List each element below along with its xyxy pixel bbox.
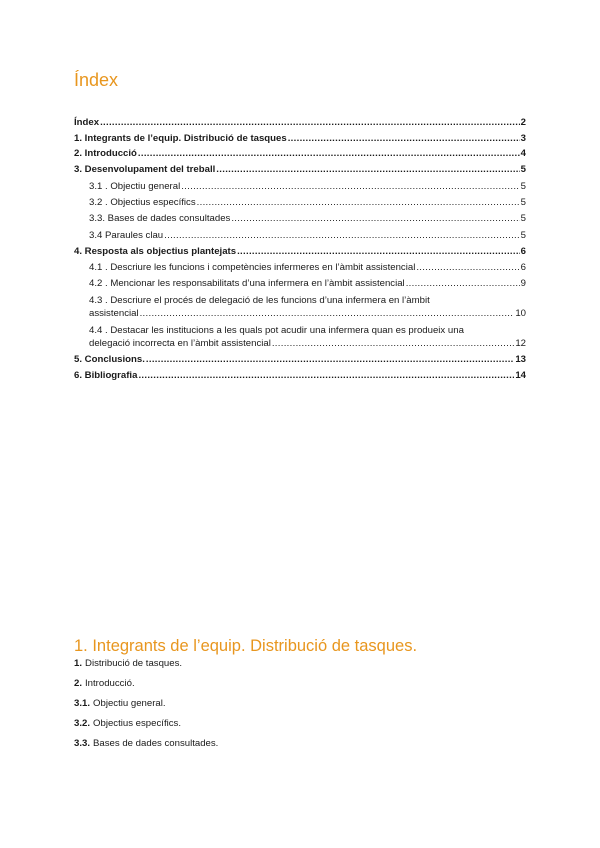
toc-label: 4.2 . Mencionar les responsabilitats d’una infermera en l’àmbit assistencial	[89, 278, 405, 290]
toc-label: 1. Integrants de l’equip. Distribució de tasques	[74, 132, 287, 144]
toc-label: 2. Introducció	[74, 148, 137, 160]
list-item-number: 3.3.	[74, 738, 91, 749]
list-item-text: Introducció.	[85, 678, 135, 689]
table-of-contents	[74, 112, 526, 381]
toc-label: 3.4 Paraules clau	[89, 229, 164, 241]
toc-leader	[288, 133, 520, 144]
toc-page: 6	[520, 245, 526, 257]
list-item	[74, 678, 218, 689]
toc-entry-4-1[interactable]	[74, 262, 526, 273]
list-item-text: Distribució de tasques.	[85, 658, 183, 669]
toc-leader	[416, 262, 519, 273]
toc-entry-1[interactable]	[74, 133, 526, 144]
toc-entry-4[interactable]	[74, 246, 526, 257]
list-item-number: 1.	[74, 658, 83, 669]
toc-page: 5	[520, 164, 526, 176]
toc-page: 4	[520, 148, 526, 160]
toc-page: 9	[520, 278, 526, 290]
toc-entry-3-1[interactable]	[74, 181, 526, 192]
toc-leader	[237, 246, 520, 257]
toc-label: 3.1 . Objectiu general	[89, 180, 181, 192]
toc-leader	[140, 308, 515, 319]
toc-entry-index[interactable]	[74, 117, 526, 128]
toc-entry-4-2[interactable]	[74, 278, 526, 289]
toc-entry-3-3[interactable]	[74, 213, 526, 224]
toc-label-line	[74, 325, 526, 336]
list-item	[74, 718, 218, 729]
toc-entry-2[interactable]	[74, 148, 526, 159]
toc-label-line	[74, 338, 526, 349]
toc-page: 5	[520, 196, 526, 208]
toc-leader	[164, 230, 520, 241]
task-list	[74, 658, 218, 758]
toc-label: 4. Resposta als objectius plantejats	[74, 245, 237, 257]
toc-leader	[138, 370, 514, 381]
toc-label: 4.3 . Descriure el procés de delegació de les funcions d’una infermera en l’àmbit	[89, 294, 430, 306]
index-title: Índex	[74, 70, 119, 90]
toc-label: Índex	[74, 116, 100, 128]
toc-leader	[138, 148, 520, 159]
toc-label: 3. Desenvolupament del treball	[74, 164, 216, 176]
list-item-text: Bases de dades consultades.	[93, 738, 219, 749]
toc-label: delegació incorrecta en l’àmbit assistencial	[89, 338, 271, 350]
toc-entry-3-4[interactable]	[74, 230, 526, 241]
toc-leader	[406, 278, 520, 289]
toc-leader	[146, 354, 514, 365]
toc-leader	[197, 197, 520, 208]
toc-label: 3.3. Bases de dades consultades	[89, 213, 231, 225]
toc-label: 4.4 . Destacar les institucions a les quals pot acudir una infermera quan es produeix una	[89, 324, 464, 336]
list-item-number: 3.1.	[74, 698, 91, 709]
toc-label: 3.2 . Objectius específics	[89, 196, 196, 208]
list-item-number: 3.2.	[74, 718, 91, 729]
toc-leader	[181, 181, 519, 192]
list-item-number: 2.	[74, 678, 83, 689]
toc-page: 13	[515, 354, 526, 366]
toc-page: 14	[515, 369, 526, 381]
toc-label: 5. Conclusions.	[74, 354, 145, 366]
toc-label: assistencial	[89, 308, 139, 320]
toc-entry-4-4[interactable]	[74, 325, 526, 350]
section-1-title: 1. Integrants de l’equip. Distribució de tasques.	[74, 637, 418, 655]
toc-entry-6[interactable]	[74, 370, 526, 381]
toc-page: 12	[515, 338, 526, 350]
toc-leader	[100, 117, 520, 128]
list-item	[74, 658, 218, 669]
toc-leader	[231, 213, 519, 224]
toc-leader	[272, 338, 514, 349]
toc-label: 6. Bibliografia	[74, 369, 138, 381]
toc-page: 3	[520, 132, 526, 144]
toc-label-line	[74, 308, 526, 319]
toc-entry-5[interactable]	[74, 354, 526, 365]
toc-page: 5	[520, 213, 526, 225]
toc-label: 4.1 . Descriure les funcions i competències infermeres en l’àmbit assistencial	[89, 261, 416, 273]
toc-page: 6	[520, 261, 526, 273]
toc-entry-4-3[interactable]	[74, 295, 526, 320]
toc-entry-3[interactable]	[74, 164, 526, 175]
toc-entry-3-2[interactable]	[74, 197, 526, 208]
list-item-text: Objectiu general.	[93, 698, 166, 709]
toc-page: 5	[520, 180, 526, 192]
toc-page: 10	[515, 308, 526, 320]
toc-leader	[216, 164, 519, 175]
list-item	[74, 738, 218, 749]
list-item-text: Objectius específics.	[93, 718, 181, 729]
toc-page: 5	[520, 229, 526, 241]
toc-label-line	[74, 295, 526, 306]
list-item	[74, 698, 218, 709]
toc-page: 2	[520, 116, 526, 128]
